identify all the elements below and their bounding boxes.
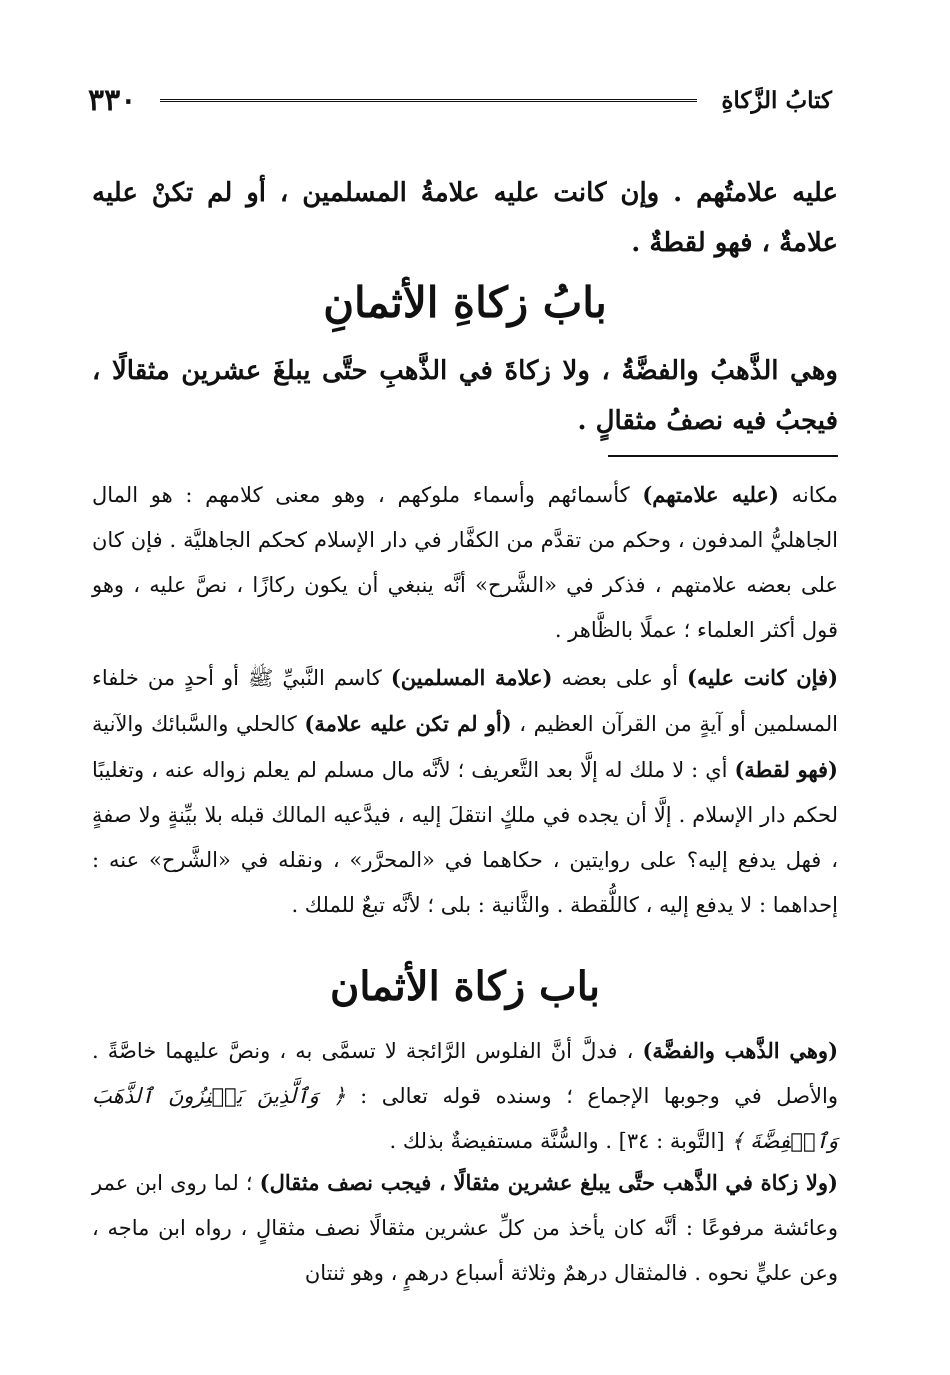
commentary-separator — [608, 455, 838, 457]
commentary-text: كأسمائهم وأسماء ملوكهم ، وهو معنى كلامهم : هو المال الجاهليُّ المدفون ، وحكم من تقدَّم من الكفَّار في دار الإسلام كحكم الجاهليَّة . فإن كان على بعضه علامتهم ، فذكر في «الشَّرح» أنَّه ينبغي أن يكون ركازًا ، نصَّ عليه ، وهو قول أكثر العلماء ؛ عملًا بالظَّاهر . — [92, 483, 838, 642]
commentary-text: ؛ لما روى ابن عمر وعائشة مرفوعًا : أنَّه كان يأخذ من كلِّ عشرين مثقالًا نصف مثقالٍ ، رواه ابن ماجه ، وعن عليٍّ نحوه . فالمثقال درهمٌ وثلاثة أسباع درهمٍ ، وهو ثنتان — [92, 1171, 838, 1285]
commentary-text: أي : لا ملك له إلَّا بعد التَّعريف ؛ لأنَّه مال مسلم لم يعلم زواله عنه ، وتغليبًا لحكم دار الإسلام . إلَّا أن يجده في ملكٍ انتقلَ إليه ، فيدَّعيه المالك قبله بلا بيِّنةٍ ولا صفةٍ ، فهل يدفع إليه؟ على روايتين ، حكاهما في «المحرَّر» ، ونقله في «الشَّرح» عنه : إحداهما : لا يدفع إليه ، كاللُّقطة . والثَّانية : بلى ؛ لأنَّه تبعٌ للملك . — [92, 758, 838, 917]
chapter-heading-commentary: باب زكاة الأثمان — [329, 963, 601, 1010]
running-title: كتابُ الزَّكاةِ — [721, 86, 832, 114]
commentary-paragraph-4 — [92, 1160, 838, 1296]
quoted-matn: (فإن كانت عليه) — [687, 665, 839, 690]
commentary-text: كالحلي والسَّبائك والآنية — [92, 712, 305, 736]
commentary-text: كاسم النَّبيِّ ﷺ أو أحدٍ من خلفاء المسلمين أو آيةٍ من القرآن العظيم ، — [92, 666, 838, 736]
commentary-paragraph-2 — [92, 655, 838, 928]
quoted-matn: (ولا زكاة في الذَّهب حتَّى يبلغ عشرين مثقالًا ، فيجب نصف مثقال) — [259, 1170, 838, 1195]
quoted-matn: (عليه علامتهم) — [642, 482, 779, 507]
quoted-matn: (وهي الذَّهب والفضَّة) — [642, 1038, 839, 1063]
page-number: ٣٣٠ — [88, 82, 137, 118]
commentary-text: ، فدلَّ أنَّ الفلوس الرَّائجة لا تسمَّى به ، ونصَّ عليهما خاصَّةً . والأصل في وجوبها الإجماع ؛ وسنده قوله تعالى : — [92, 1039, 838, 1108]
matn-paragraph-1: عليه علامتُهم . وإن كانت عليه علامةُ المسلمين ، أو لم تكنْ عليه علامةٌ ، فهو لقطةٌ . — [92, 178, 838, 258]
quoted-matn: (أو لم تكن عليه علامة) — [304, 711, 512, 736]
matn-paragraph-2: وهي الذَّهبُ والفضَّةُ ، ولا زكاةَ في الذَّهبِ حتَّى يبلغَ عشرين مثقالًا ، فيجبُ فيه نصفُ مثقالٍ . — [92, 356, 838, 436]
commentary-text: [التَّوبة : ٣٤] . والسُّنَّة مستفيضةٌ بذلك . — [389, 1129, 732, 1153]
chapter-heading-matn: بابُ زكاةِ الأثمانِ — [323, 278, 607, 327]
page-header — [88, 78, 832, 122]
quoted-matn: (علامة المسلمين) — [390, 665, 553, 690]
header-rule — [160, 99, 697, 102]
commentary-text: أو على بعضه — [552, 666, 688, 690]
quran-verse: ﴿ وَٱلَّذِينَ يَكۡنِزُونَ ٱلذَّهَبَ وَٱلۡفِضَّةَ ﴾ — [92, 1084, 838, 1153]
commentary-text: مكانه — [778, 483, 838, 507]
quoted-matn: (فهو لقطة) — [734, 757, 838, 782]
commentary-paragraph-1 — [92, 472, 838, 653]
commentary-paragraph-3 — [92, 1028, 838, 1164]
